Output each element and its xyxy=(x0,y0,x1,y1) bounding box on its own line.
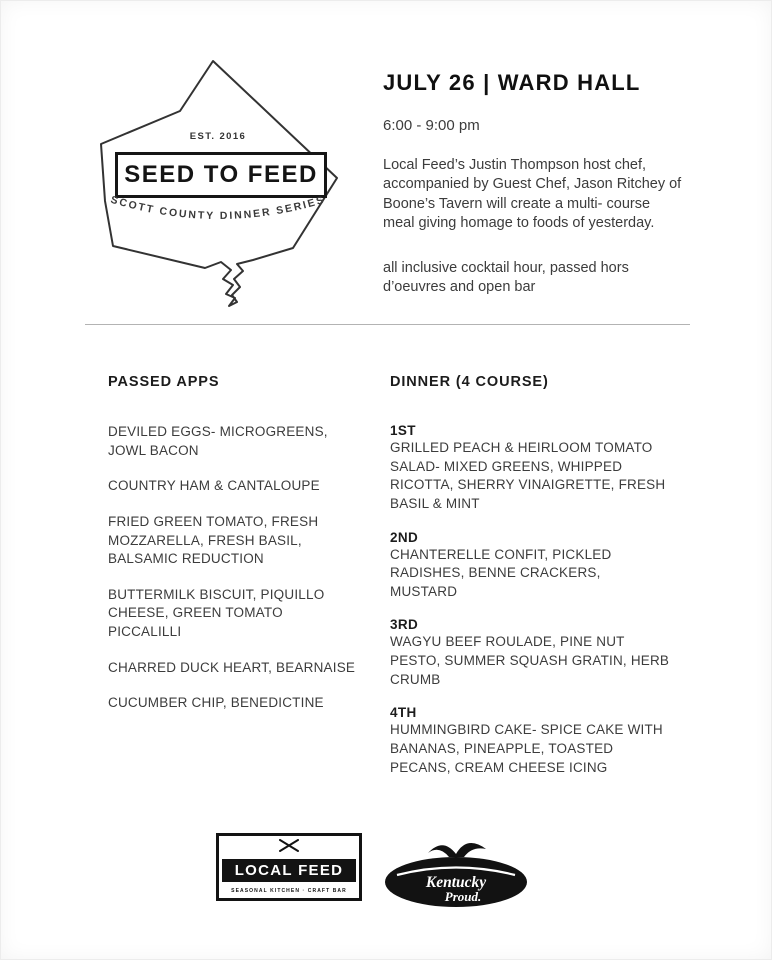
divider xyxy=(85,324,690,325)
kentucky-proud-logo xyxy=(383,841,529,908)
event-description: Local Feed’s Justin Thompson host chef, accompanied by Guest Chef, Jason Ritchey of Boone’s Tavern will create a multi- course meal giving homage to foods of yesterday. xyxy=(383,157,682,231)
seed-to-feed-logo xyxy=(85,36,351,312)
course-text: HUMMINGBIRD CAKE- SPICE CAKE WITH BANANAS, PINEAPPLE, TOASTED PECANS, CREAM CHEESE ICING xyxy=(390,722,663,775)
event-header xyxy=(383,70,685,298)
event-time: 6:00 - 9:00 pm xyxy=(383,117,480,134)
logo-arc-text xyxy=(93,194,343,260)
event-note: all inclusive cocktail hour, passed hors d’oeuvres and open bar xyxy=(383,260,629,296)
dinner-heading: DINNER (4 COURSE) xyxy=(390,374,549,390)
menu-item: COUNTRY HAM & CANTALOUPE xyxy=(108,478,320,494)
menu-item: BUTTERMILK BISCUIT, PIQUILLO CHEESE, GREEN TOMATO PICCALILLI xyxy=(108,586,325,639)
local-feed-name: LOCAL FEED xyxy=(222,859,356,882)
kentucky-proud-line1: Kentucky xyxy=(425,874,487,891)
menu-item: FRIED GREEN TOMATO, FRESH MOZZARELLA, FRESH BASIL, BALSAMIC REDUCTION xyxy=(108,513,319,567)
kentucky-proud-line2: Proud. xyxy=(444,889,482,904)
course-text: GRILLED PEACH & HEIRLOOM TOMATO SALAD- MIXED GREENS, WHIPPED RICOTTA, SHERRY VINAIGRETTE, FRESH BASIL & MINT xyxy=(390,440,666,511)
logo-title: SEED TO FEED xyxy=(115,152,327,198)
logo-series-text: SCOTT COUNTY DINNER SERIES xyxy=(109,194,327,223)
dinner-course xyxy=(390,617,670,689)
course-text: WAGYU BEEF ROULADE, PINE NUT PESTO, SUMMER SQUASH GRATIN, HERB CRUMB xyxy=(390,634,670,687)
local-feed-logo xyxy=(216,833,362,901)
menu-item: CHARRED DUCK HEART, BEARNAISE xyxy=(108,659,356,675)
course-label: 3RD xyxy=(390,617,419,633)
local-feed-tagline: SEASONAL KITCHEN · CRAFT BAR xyxy=(231,888,347,894)
course-label: 2ND xyxy=(390,529,419,545)
kentucky-proud-bird-icon xyxy=(428,843,486,857)
dinner-section xyxy=(390,374,670,793)
course-label: 1ST xyxy=(390,423,416,438)
passed-apps-section xyxy=(108,374,358,730)
dinner-course xyxy=(390,423,670,514)
passed-apps-heading: PASSED APPS xyxy=(108,374,220,390)
logo-est-text: EST. 2016 xyxy=(189,131,247,142)
svg-text:SCOTT COUNTY DINNER SERIES xyxy=(109,194,327,222)
menu-item: DEVILED EGGS- MICROGREENS, JOWL BACON xyxy=(108,424,328,458)
menu-item: CUCUMBER CHIP, BENEDICTINE xyxy=(108,695,324,711)
event-title: JULY 26 | WARD HALL xyxy=(383,70,641,95)
dinner-course xyxy=(390,530,670,602)
course-text: CHANTERELLE CONFIT, PICKLED RADISHES, BENNE CRACKERS, MUSTARD xyxy=(390,546,612,599)
crossed-utensils-icon xyxy=(277,839,301,852)
course-label: 4TH xyxy=(390,705,417,721)
dinner-course xyxy=(390,705,670,777)
